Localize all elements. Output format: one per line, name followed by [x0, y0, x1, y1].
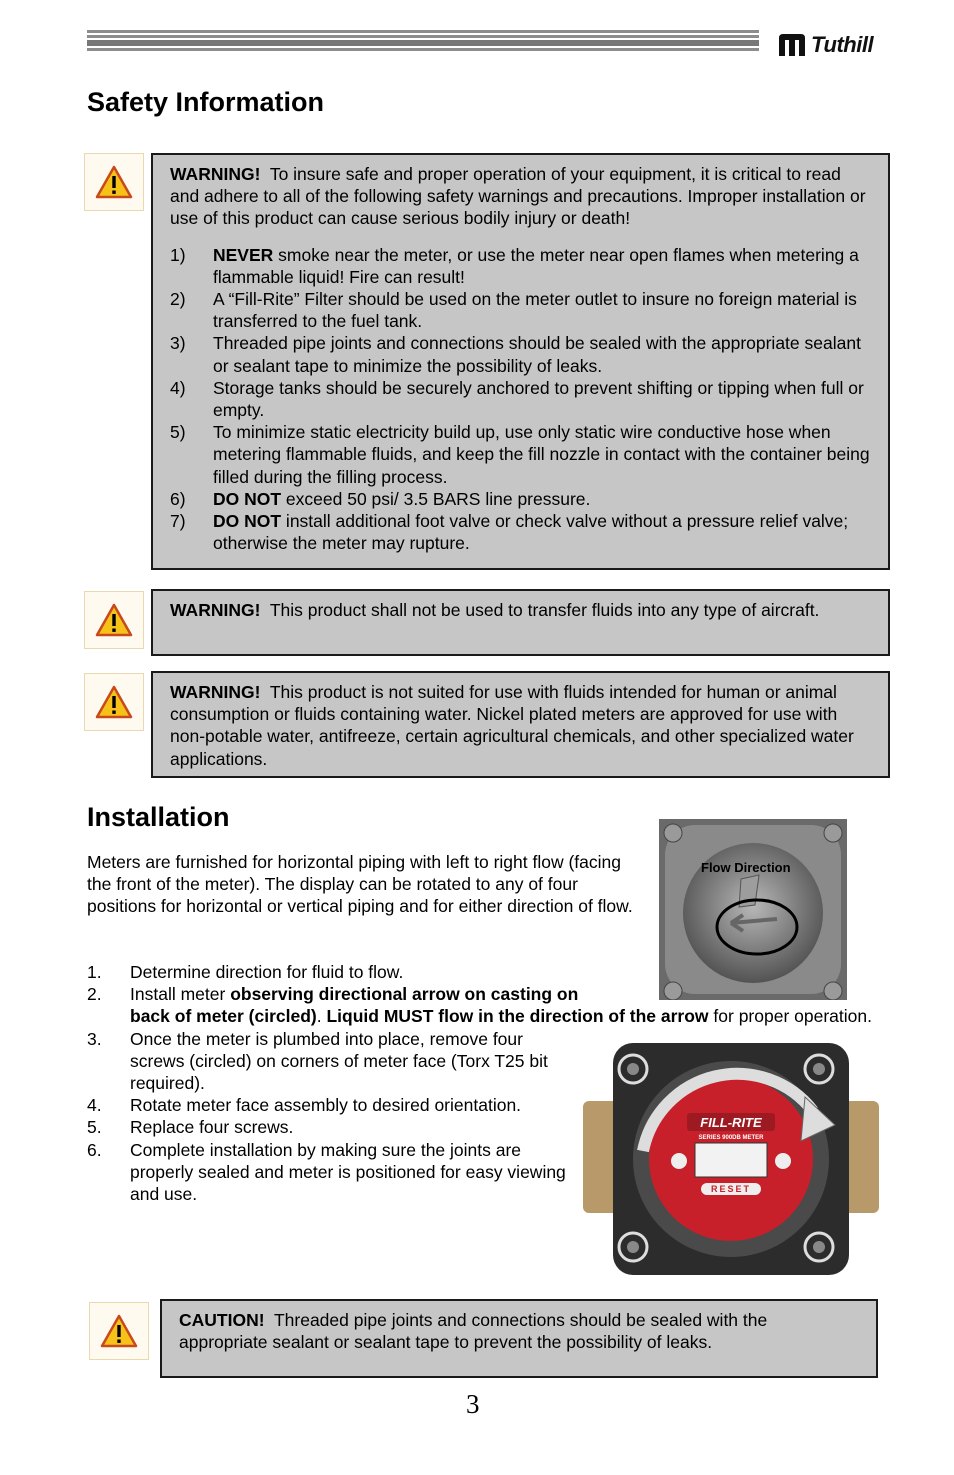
warning-item-number: 7) — [170, 511, 186, 532]
warning-box-aircraft: WARNING! This product shall not be used to transfer fluids into any type of aircraft. — [151, 589, 890, 656]
meter-face-photo — [583, 1041, 879, 1277]
warning-triangle-icon — [95, 685, 133, 719]
meter-face-image — [583, 1041, 879, 1277]
step-emphasis: observing directional arrow on casting on — [230, 984, 579, 1005]
tuthill-logo-text: Tuthill — [811, 32, 874, 57]
meter-reset-label: RESET — [710, 1184, 752, 1194]
step-text — [130, 1094, 521, 1116]
step-number: 6. — [87, 1139, 102, 1160]
warning-item-body: To minimize static electricity build up, use only static wire conductive hose when metering flammable fluids, and keep the fill nozzle in contact with the container being filled during the filling process. — [213, 422, 870, 487]
installation-step — [87, 983, 877, 1027]
step-segment: . — [316, 1006, 327, 1027]
warning-item-text — [213, 332, 872, 376]
warning-list-item — [170, 510, 872, 554]
warning-item-number: 3) — [170, 333, 186, 354]
step-text — [130, 1139, 570, 1206]
warning-item-text — [213, 288, 872, 332]
warning-list-item — [170, 332, 872, 376]
safety-title: Safety Information — [87, 87, 325, 117]
warning-item-body: Storage tanks should be securely anchored to prevent shifting or tipping when full or empty. — [213, 377, 864, 421]
warning-item-text — [213, 244, 872, 288]
step-segment: Complete installation by making sure the joints are properly sealed and meter is positioned for easy viewing and use. — [130, 1139, 566, 1205]
header-rule — [87, 30, 759, 54]
warning-item-text — [213, 510, 872, 554]
warning-item-body: A “Fill-Rite” Filter should be used on the meter outlet to insure no foreign material is transferred to the fuel tank. — [213, 289, 857, 332]
warning-intro: WARNING! To insure safe and proper operation of your equipment, it is critical to read and adhere to all of the following safety warnings and precautions. Improper installation or use of this product can cause serious bodily injury or death! — [170, 164, 866, 229]
warning-icon-box — [84, 153, 144, 211]
warning-item-body: install additional foot valve or check valve without a pressure relief valve; otherwise the meter may rupture. — [213, 511, 849, 554]
caution-icon-box — [89, 1302, 149, 1360]
warning-list-item — [170, 488, 872, 510]
warning-icon-box — [84, 673, 144, 731]
warning-item-body: Threaded pipe joints and connections should be sealed with the appropriate sealant or sealant tape to minimize the possibility of leaks. — [213, 333, 861, 376]
step-text — [130, 1116, 293, 1138]
page-number: 3 — [466, 1389, 480, 1419]
installation-step — [87, 961, 877, 983]
installation-intro: Meters are furnished for horizontal piping with left to right flow (facing the front of the meter). The display can be rotated to any of four positions for horizontal or vertical piping and for either direction of flow. — [87, 852, 633, 917]
step-segment: Rotate meter face assembly to desired orientation. — [130, 1095, 522, 1116]
step-text — [130, 961, 403, 983]
warning-item-text — [213, 421, 872, 488]
step-emphasis: Liquid MUST flow in the direction of the arrow — [326, 1006, 709, 1027]
warning-triangle-icon — [100, 1314, 138, 1348]
step-number: 5. — [87, 1117, 102, 1138]
tuthill-logo-icon — [777, 32, 807, 58]
step-number: 4. — [87, 1095, 102, 1116]
warning-list-item — [170, 288, 872, 332]
warning-item-number: 4) — [170, 377, 186, 398]
step-text — [130, 983, 872, 1027]
warning-item-emphasis: DO NOT — [213, 511, 282, 532]
warning-item-emphasis: NEVER — [213, 244, 274, 265]
meter-series-label: SERIES 900DB METER — [698, 1135, 764, 1141]
warning-item-body: smoke near the meter, or use the meter near open flames when metering a flammable liquid! Fire can result! — [213, 244, 859, 287]
step-text — [130, 1028, 570, 1095]
warning-item-number: 2) — [170, 289, 186, 310]
caution-box: CAUTION! Threaded pipe joints and connections should be sealed with the appropriate sealant or sealant tape to prevent the possibility of leaks. — [160, 1299, 878, 1378]
warning-list-item — [170, 244, 872, 288]
step-number: 2. — [87, 984, 102, 1005]
warning-triangle-icon — [95, 603, 133, 637]
installation-title: Installation — [87, 802, 230, 832]
warning-list — [170, 244, 872, 555]
warning-triangle-icon — [95, 165, 133, 199]
step-number: 3. — [87, 1028, 102, 1049]
warning-box-consumption: WARNING! This product is not suited for use with fluids intended for human or animal consumption or fluids containing water. Nickel plated meters are approved for use with non-potable water, antifreeze, certain agricultural chemicals, and other specialized water applications. — [151, 671, 890, 778]
warning-list-item — [170, 377, 872, 421]
warning-item-text — [213, 488, 590, 510]
step-segment: Replace four screws. — [130, 1117, 294, 1138]
warning-icon-box — [84, 591, 144, 649]
meter-brand-label: FILL-RITE — [700, 1115, 762, 1130]
step-emphasis: back of meter (circled) — [130, 1006, 317, 1027]
step-segment: Install meter — [130, 984, 231, 1005]
step-number: 1. — [87, 962, 102, 982]
warning-item-text — [213, 377, 872, 421]
step-segment: for proper operation. — [708, 1006, 872, 1027]
warning-item-number: 5) — [170, 422, 186, 443]
warning-item-body: exceed 50 psi/ 3.5 BARS line pressure. — [281, 488, 591, 509]
warning-list-item — [170, 421, 872, 488]
warning-item-number: 1) — [170, 244, 186, 265]
step-segment: Once the meter is plumbed into place, remove four screws (circled) on corners of meter face (Torx T25 bit required). — [130, 1028, 548, 1094]
warning-item-number: 6) — [170, 488, 186, 509]
warning-item-emphasis: DO NOT — [213, 488, 282, 509]
flow-direction-caption: Flow Direction — [701, 860, 791, 875]
tuthill-logo — [777, 29, 892, 61]
warning-box-general — [151, 153, 890, 570]
step-segment: Determine direction for fluid to flow. — [130, 962, 404, 982]
